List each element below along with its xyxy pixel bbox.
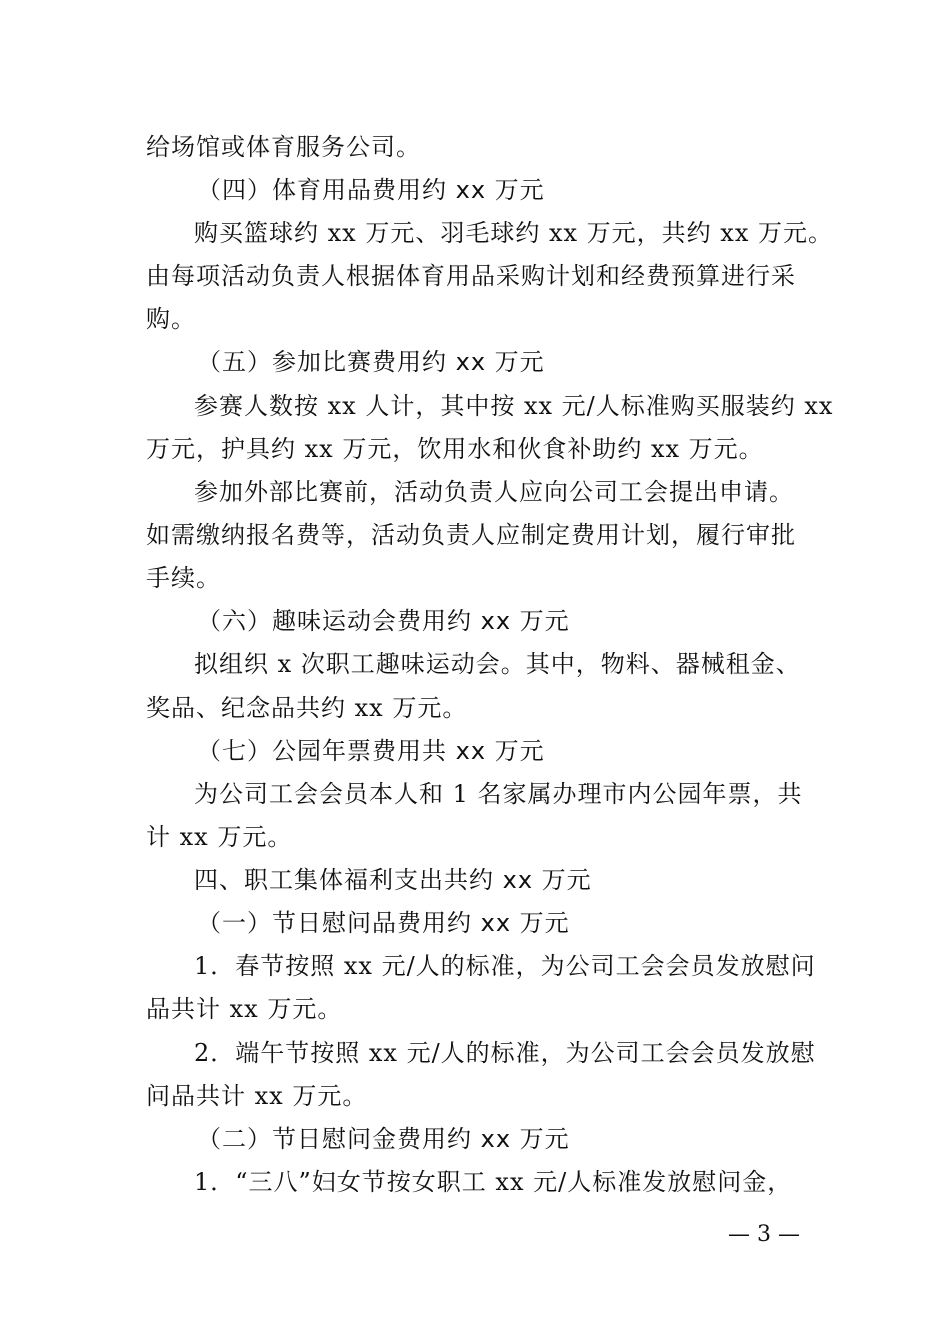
- body-text-line: 如需缴纳报名费等，活动负责人应制定费用计划，履行审批: [146, 521, 796, 549]
- subsection-heading: （五）参加比赛费用约 xx 万元: [197, 348, 545, 376]
- body-text-line: 2．端午节按照 xx 元/人的标准，为公司工会会员发放慰: [194, 1039, 816, 1067]
- body-text-line: 为公司工会会员本人和 1 名家属办理市内公园年票，共: [194, 780, 803, 808]
- body-text-line: 奖品、纪念品共约 xx 万元。: [146, 694, 468, 722]
- section-heading: 四、职工集体福利支出共约 xx 万元: [194, 866, 592, 894]
- body-text-line: 给场馆或体育服务公司。: [146, 133, 421, 161]
- body-text-line: 参赛人数按 xx 人计，其中按 xx 元/人标准购买服装约 xx: [194, 392, 834, 420]
- body-text-line: 购买篮球约 xx 万元、羽毛球约 xx 万元，共约 xx 万元。: [194, 219, 833, 247]
- body-text-line: 万元，护具约 xx 万元，饮用水和伙食补助约 xx 万元。: [146, 435, 764, 463]
- body-text-line: 参加外部比赛前，活动负责人应向公司工会提出申请。: [194, 478, 794, 506]
- body-text-line: 由每项活动负责人根据体育用品采购计划和经费预算进行采: [146, 262, 796, 290]
- body-text-line: 品共计 xx 万元。: [146, 995, 343, 1023]
- body-text-line: 1．春节按照 xx 元/人的标准，为公司工会会员发放慰问: [194, 952, 816, 980]
- page-number: — 3 —: [728, 1222, 800, 1247]
- subsection-heading: （六）趣味运动会费用约 xx 万元: [197, 607, 570, 635]
- subsection-heading: （四）体育用品费用约 xx 万元: [197, 176, 545, 204]
- subsection-heading: （二）节日慰问金费用约 xx 万元: [197, 1125, 570, 1153]
- body-text-line: 手续。: [146, 564, 221, 592]
- body-text-line: 问品共计 xx 万元。: [146, 1082, 368, 1110]
- body-text-line: 1．“三八”妇女节按女职工 xx 元/人标准发放慰问金，: [194, 1168, 793, 1196]
- body-text-line: 拟组织 x 次职工趣味运动会。其中，物料、器械租金、: [194, 650, 801, 678]
- subsection-heading: （一）节日慰问品费用约 xx 万元: [197, 909, 570, 937]
- body-text-line: 计 xx 万元。: [146, 823, 293, 851]
- subsection-heading: （七）公园年票费用共 xx 万元: [197, 737, 545, 765]
- body-text-line: 购。: [146, 305, 196, 333]
